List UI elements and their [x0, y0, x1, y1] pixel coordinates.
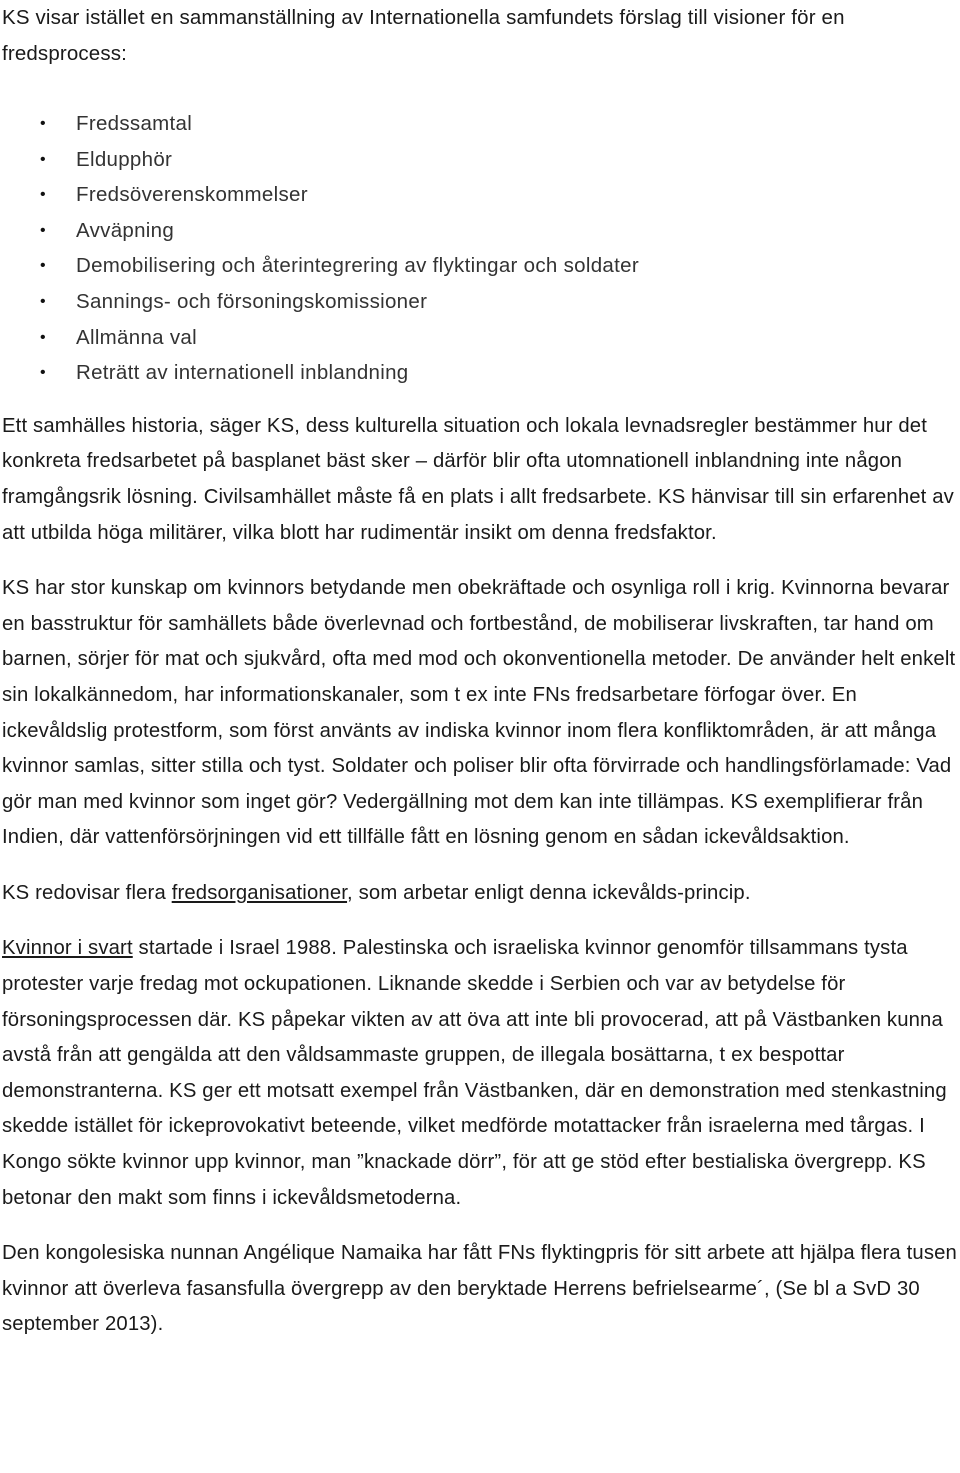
list-item-label: Avväpning [76, 218, 175, 242]
list-item [2, 248, 958, 284]
list-item-label: Reträtt av internationell inblandning [76, 361, 409, 385]
list-item-label: Eldupphör [76, 147, 173, 171]
list-item-label: Fredssamtal [76, 112, 193, 135]
intro-paragraph: KS visar istället en sammanställning av Internationella samfundets förslag till visioner för en fredsprocess: [2, 6, 845, 65]
women-in-black-link[interactable]: Kvinnor i svart [2, 937, 133, 960]
bullet-icon: • [40, 292, 46, 310]
bullet-icon: • [40, 221, 46, 239]
list-item [2, 106, 958, 142]
text-span: KS redovisar flera [2, 881, 172, 904]
list-item [2, 320, 958, 356]
list-item-label: Demobilisering och återintegrering av flyktingar och soldater [76, 254, 639, 278]
paragraph-women-in-black [2, 931, 958, 1216]
bullet-icon: • [40, 328, 46, 346]
paragraph-women-role: KS har stor kunskap om kvinnors betydande men obekräftade och osynliga roll i krig. Kvinnorna bevarar en basstruktur för samhällets både överlevnad och fortbestånd, de mobiliserar livskraften, tar hand om barnen, sörjer för mat och sjukvård, ofta med mod och okonventionella metoder. De använder helt enkelt sin lokalkännedom, har informationskanaler, som t ex inte FNs fredsarbetare förfogar över. En ickevåldslig protestform, som först använts av indiska kvinnor inom flera konfliktområden, är att många kvinnor samlas, sitter stilla och tyst. Soldater och poliser blir ofta förvirrade och handlingsförlamade: Vad gör man med kvinnor som inget gör? Vedergällning mot dem kan inte tillämpas. KS exemplifierar från Indien, där vattenförsörjningen vid ett tillfälle fått en lösning genom en sådan ickevåldsaktion. [2, 577, 956, 849]
bullet-icon: • [40, 186, 46, 204]
bullet-icon: • [40, 364, 46, 382]
list-item [2, 284, 958, 320]
bullet-icon: • [40, 115, 46, 132]
list-item [2, 177, 958, 213]
peace-organisations-link[interactable]: fredsorganisationer [171, 881, 348, 904]
list-item-label: Sannings- och försoningskomissioner [76, 289, 428, 313]
visions-list [2, 106, 958, 391]
bullet-icon: • [40, 150, 46, 168]
paragraph-namaika: Den kongolesiska nunnan Angélique Namaika har fått FNs flyktingpris för sitt arbete att hjälpa flera tusen kvinnor att överleva fasansfulla övergrepp av den beryktade Herrens befrielsearme´, (Se bl a SvD 30 september 2013). [2, 1242, 957, 1336]
bullet-icon: • [40, 257, 46, 275]
list-item [2, 355, 958, 391]
text-span: , som arbetar enligt denna ickevålds-princip. [347, 881, 751, 904]
text-span: startade i Israel 1988. Palestinska och israeliska kvinnor genomför tillsammans tysta protester varje fredag mot ockupationen. Liknande skedde i Serbien och var av betydelse för försoningsprocessen där. KS påpekar vikten av att öva att inte bli provocerad, att på Västbanken kunna avstå från att gengälda att den våldsammaste gruppen, de illegala bosättarna, t ex bespottar demonstranterna. KS ger ett motsatt exempel från Västbanken, där en demonstration med stenkastning skedde istället för ickeprovokativt beteende, vilket medförde motattacker från israelerna med tårgas. I Kongo sökte kvinnor upp kvinnor, man ”knackade dörr”, för att ge stöd efter bestialiska övergrepp. KS betonar den makt som finns i ickevåldsmetoderna. [2, 937, 947, 1209]
list-item-label: Fredsöverenskommelser [76, 183, 308, 207]
list-item [2, 142, 958, 178]
list-item-label: Allmänna val [76, 325, 197, 349]
list-item [2, 213, 958, 249]
paragraph-local-context: Ett samhälles historia, säger KS, dess kulturella situation och lokala levnadsregler bestämmer hur det konkreta fredsarbetet på basplanet bäst sker – därför blir ofta utomnationell inblandning inte någon framgångsrik lösning. Civilsamhället måste få en plats i allt fredsarbete. KS hänvisar till sin erfarenhet av att utbilda höga militärer, vilka blott har rudimentär insikt om denna fredsfaktor. [2, 414, 954, 544]
paragraph-peace-organisations [2, 876, 958, 912]
